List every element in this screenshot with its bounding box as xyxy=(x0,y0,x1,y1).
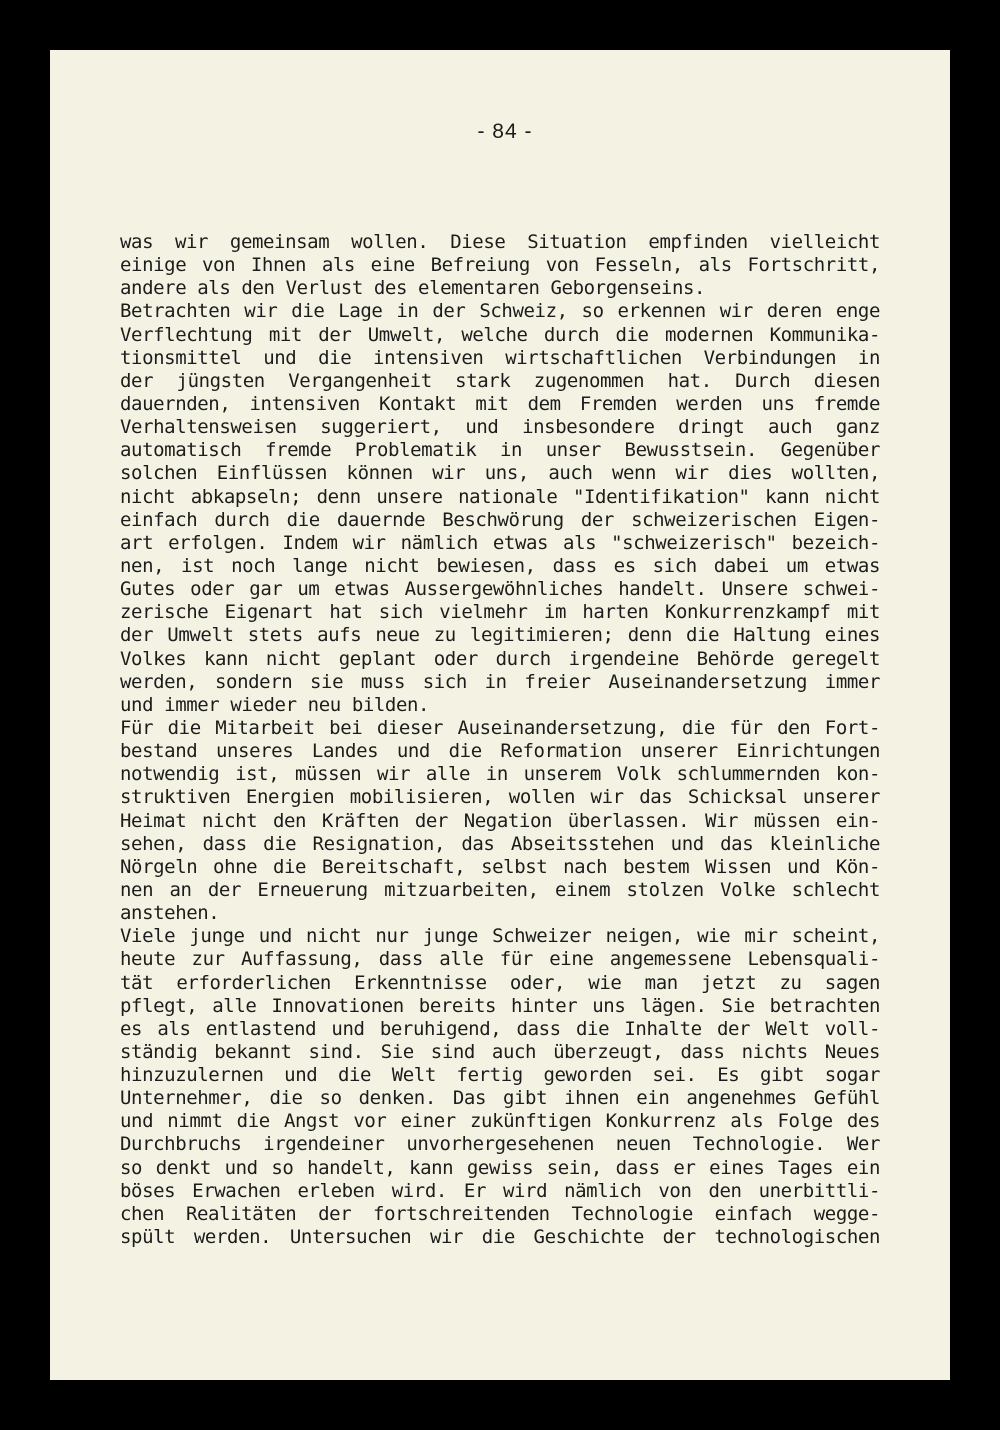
body-text xyxy=(120,231,880,1249)
document-page xyxy=(50,50,950,1380)
text-line: so denkt und so handelt, kann gewiss sein, dass er eines Tages ein xyxy=(120,1156,880,1179)
text-line: ständig bekannt sind. Sie sind auch überzeugt, dass nichts Neues xyxy=(120,1040,880,1063)
text-line: chen Realitäten der fortschreitenden Technologie einfach wegge- xyxy=(120,1202,880,1225)
text-line: spült werden. Untersuchen wir die Geschichte der technologischen xyxy=(120,1226,880,1249)
text-line: Viele junge und nicht nur junge Schweizer neigen, wie mir scheint, xyxy=(120,925,880,948)
text-line: was wir gemeinsam wollen. Diese Situation empfinden vielleicht xyxy=(120,231,880,253)
text-line: tät erforderlichen Erkenntnisse oder, wie man jetzt zu sagen xyxy=(120,971,880,994)
text-line: tionsmittel und die intensiven wirtschaftlichen Verbindungen in xyxy=(120,346,880,369)
text-line: einige von Ihnen als eine Befreiung von Fesseln, als Fortschritt, xyxy=(120,254,880,277)
text-line: einfach durch die dauernde Beschwörung der schweizerischen Eigen- xyxy=(120,508,880,531)
text-line: der jüngsten Vergangenheit stark zugenommen hat. Durch diesen xyxy=(120,369,880,392)
page-number: - 84 - xyxy=(477,120,533,143)
text-line: Für die Mitarbeit bei dieser Auseinandersetzung, die für den Fort- xyxy=(120,716,880,739)
text-line: hinzuzulernen und die Welt fertig geworden sei. Es gibt sogar xyxy=(120,1064,880,1087)
text-line: Verhaltensweisen suggeriert, und insbesondere dringt auch ganz xyxy=(120,416,880,439)
text-line: heute zur Auffassung, dass alle für eine angemessene Lebensquali- xyxy=(120,948,880,971)
text-line: anstehen. xyxy=(120,902,220,925)
text-line: art erfolgen. Indem wir nämlich etwas als "schweizerisch" bezeich- xyxy=(120,531,880,554)
text-line: struktiven Energien mobilisieren, wollen wir das Schicksal unserer xyxy=(120,786,880,809)
text-line: und nimmt die Angst vor einer zukünftigen Konkurrenz als Folge des xyxy=(120,1110,880,1133)
text-line: der Umwelt stets aufs neue zu legitimieren; denn die Haltung eines xyxy=(120,624,880,647)
text-line: solchen Einflüssen können wir uns, auch wenn wir dies wollten, xyxy=(120,462,880,485)
text-line: Betrachten wir die Lage in der Schweiz, so erkennen wir deren enge xyxy=(120,300,880,323)
text-line: Volkes kann nicht geplant oder durch irgendeine Behörde geregelt xyxy=(120,647,880,670)
text-line: automatisch fremde Problematik in unser Bewusstsein. Gegenüber xyxy=(120,439,880,462)
text-line: werden, sondern sie muss sich in freier Auseinandersetzung immer xyxy=(120,670,880,693)
text-line: sehen, dass die Resignation, das Abseitsstehen und das kleinliche xyxy=(120,832,880,855)
text-line: Unternehmer, die so denken. Das gibt ihnen ein angenehmes Gefühl xyxy=(120,1087,880,1110)
text-line: Durchbruchs irgendeiner unvorhergesehenen neuen Technologie. Wer xyxy=(120,1133,880,1156)
text-line: notwendig ist, müssen wir alle in unserem Volk schlummernden kon- xyxy=(120,763,880,786)
text-line: zerische Eigenart hat sich vielmehr im harten Konkurrenzkampf mit xyxy=(120,601,880,624)
text-line: nen, ist noch lange nicht bewiesen, dass es sich dabei um etwas xyxy=(120,554,880,577)
text-line: Nörgeln ohne die Bereitschaft, selbst nach bestem Wissen und Kön- xyxy=(120,855,880,878)
text-line: böses Erwachen erleben wird. Er wird nämlich von den unerbittli- xyxy=(120,1179,880,1202)
text-line: Heimat nicht den Kräften der Negation überlassen. Wir müssen ein- xyxy=(120,809,880,832)
text-line: pflegt, alle Innovationen bereits hinter uns lägen. Sie betrachten xyxy=(120,994,880,1017)
text-line: und immer wieder neu bilden. xyxy=(120,693,430,716)
text-line: dauernden, intensiven Kontakt mit dem Fremden werden uns fremde xyxy=(120,392,880,415)
text-line: es als entlastend und beruhigend, dass die Inhalte der Welt voll- xyxy=(120,1017,880,1040)
text-line: nicht abkapseln; denn unsere nationale "Identifikation" kann nicht xyxy=(120,485,880,508)
text-line: andere als den Verlust des elementaren Geborgenseins. xyxy=(120,277,706,300)
text-line: bestand unseres Landes und die Reformation unserer Einrichtungen xyxy=(120,740,880,763)
text-line: nen an der Erneuerung mitzuarbeiten, einem stolzen Volke schlecht xyxy=(120,878,880,901)
text-line: Verflechtung mit der Umwelt, welche durch die modernen Kommunika- xyxy=(120,323,880,346)
text-line: Gutes oder gar um etwas Aussergewöhnliches handelt. Unsere schwei- xyxy=(120,578,880,601)
